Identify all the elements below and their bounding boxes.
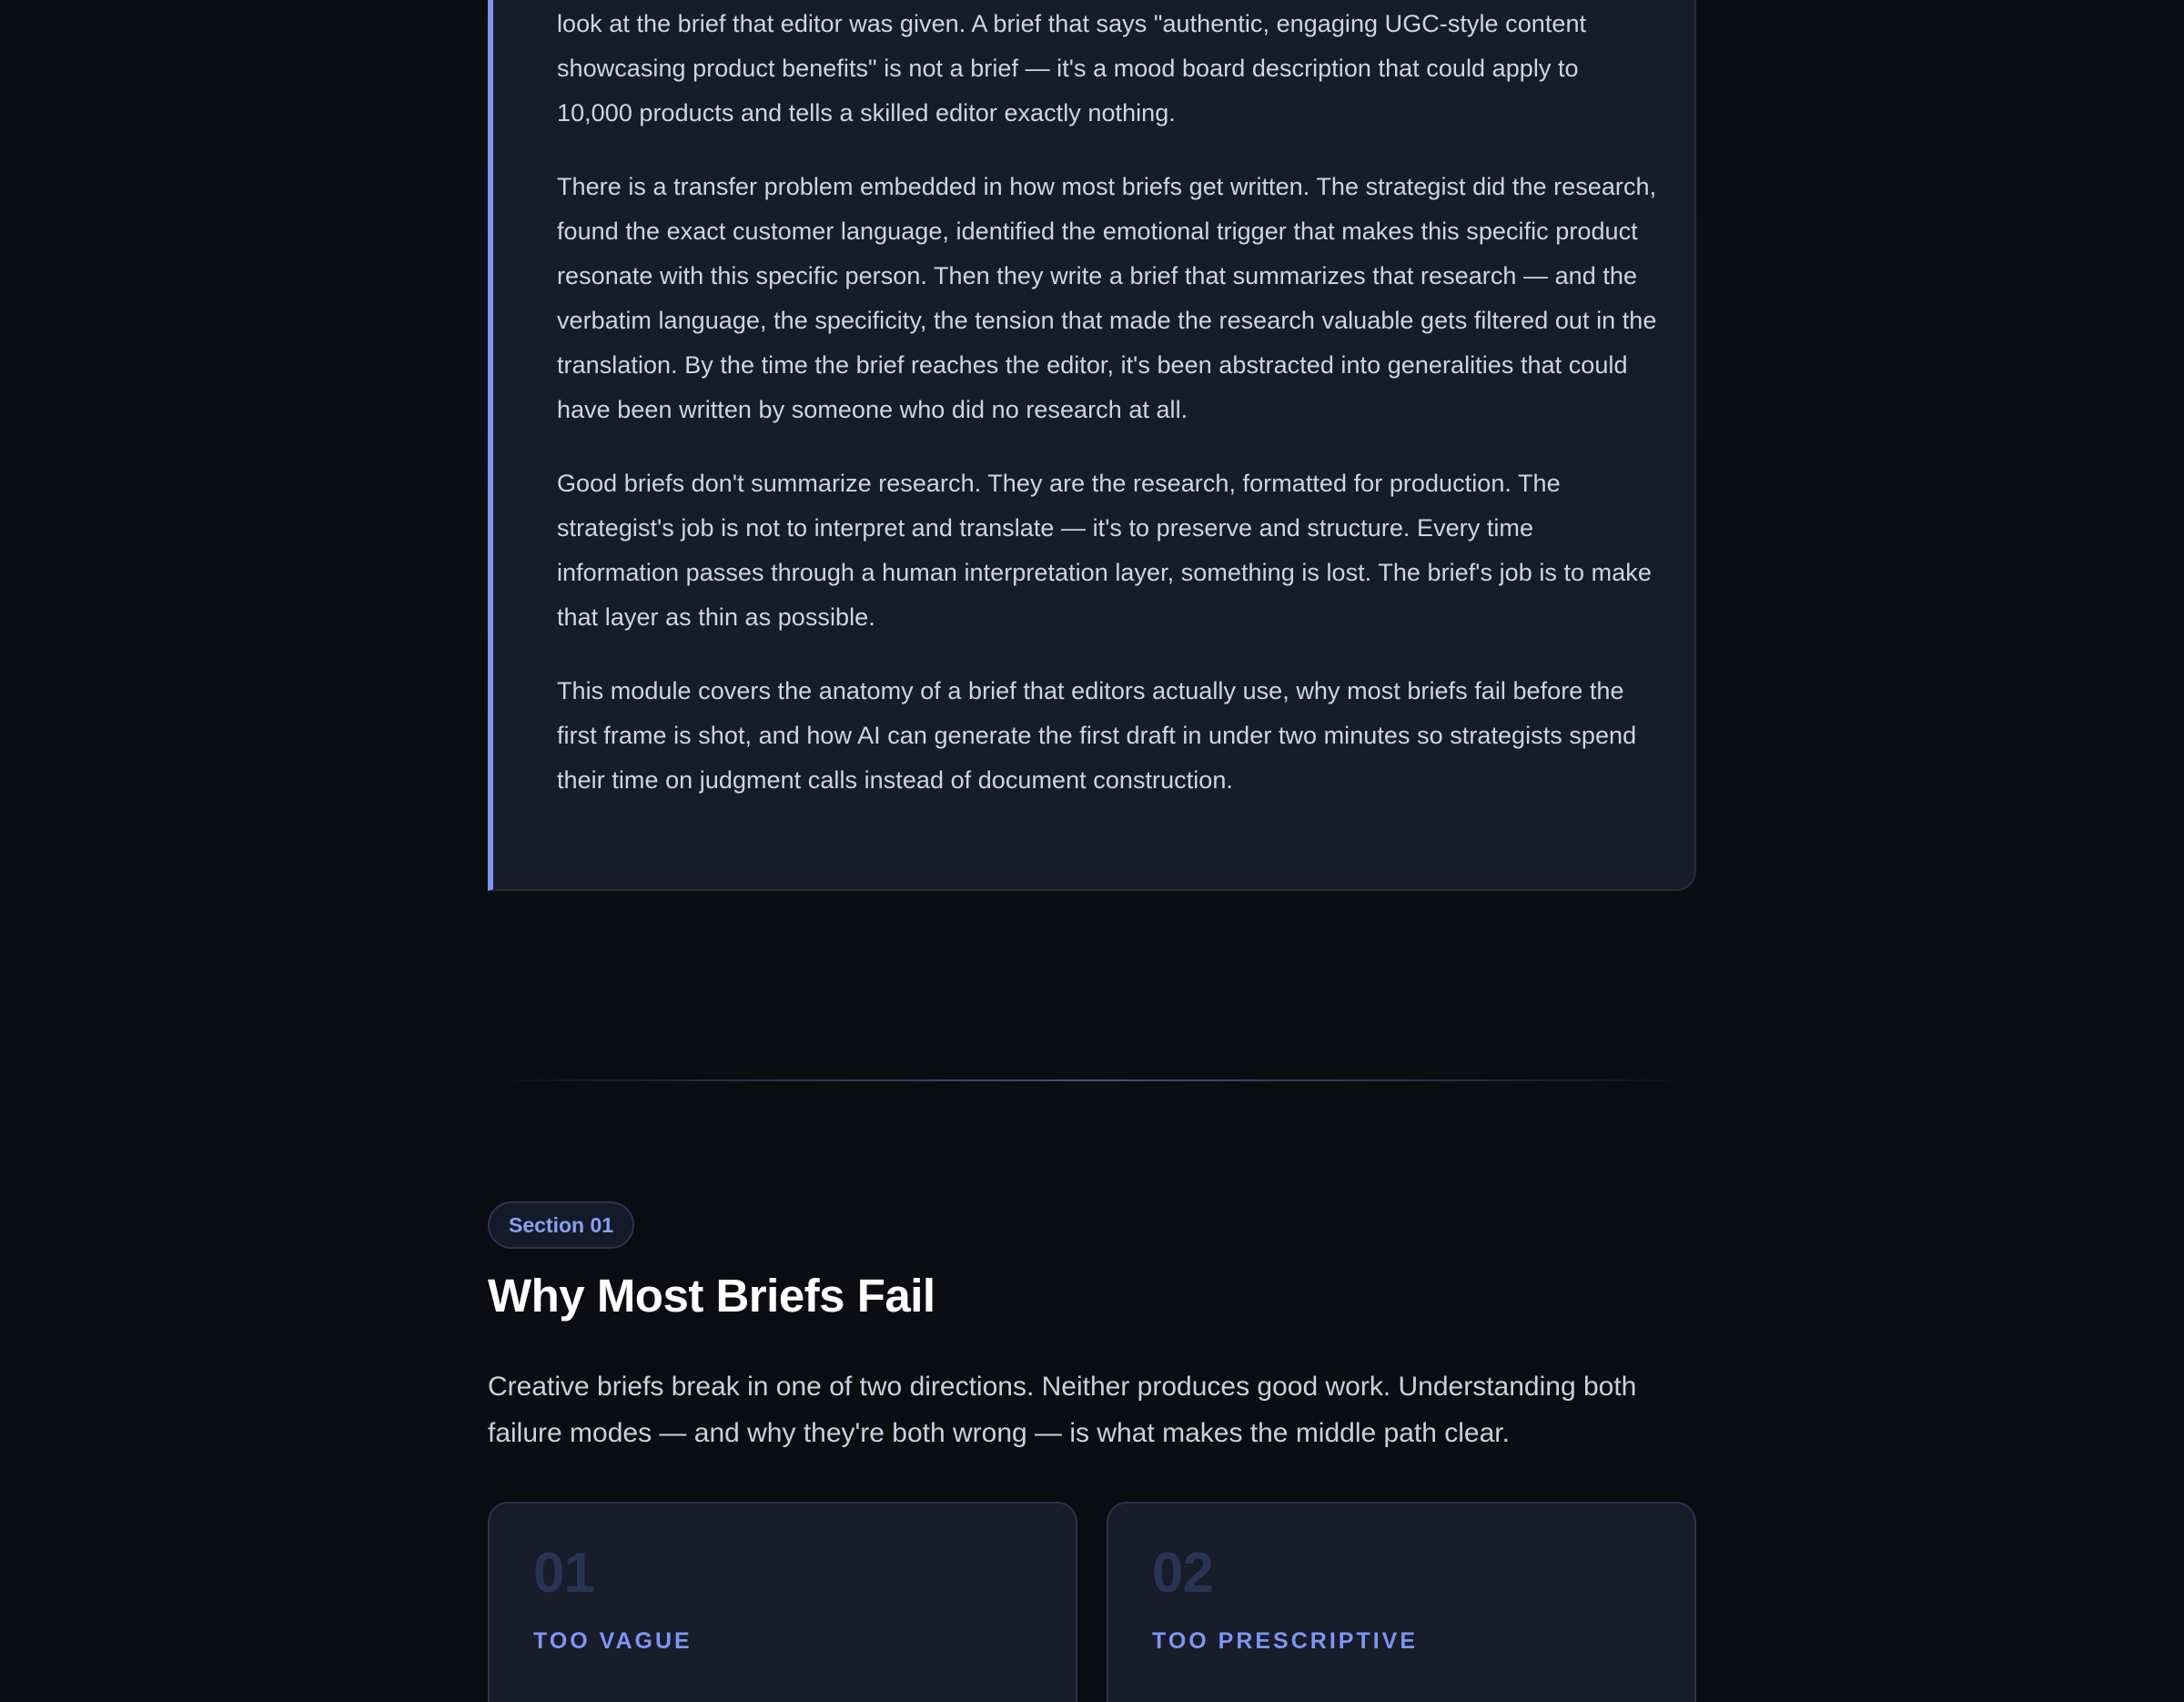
section-badge: Section 01 xyxy=(488,1201,634,1249)
card-number: 02 xyxy=(1152,1542,1213,1605)
card-label: TOO VAGUE xyxy=(533,1628,693,1654)
card-label: TOO PRESCRIPTIVE xyxy=(1152,1628,1419,1654)
card-number: 01 xyxy=(533,1542,594,1605)
intro-paragraph: There is a transfer problem embedded in how most briefs get written. The strategist did the research, found the exact customer language, identified the emotional trigger that makes this specific product resonate with this specific person. Then they write a brief that summarizes that research — and the verbatim language, the specificity, the tension that made the research valuable gets filtered out in the translation. By the time the brief reaches the editor, it's been abstracted into generalities that could have been written by someone who did no research at all. xyxy=(557,173,1657,423)
section-title: Why Most Briefs Fail xyxy=(488,1270,935,1322)
failure-mode-cards xyxy=(488,1502,1696,1702)
intro-paragraph: This module covers the anatomy of a brief that editors actually use, why most briefs fail before the first frame is shot, and how AI can generate the first draft in under two minutes so strategists spend their time on judgment calls instead of document construction. xyxy=(557,677,1637,794)
intro-callout xyxy=(488,0,1696,891)
intro-paragraph: look at the brief that editor was given. A brief that says "authentic, engaging UGC-style content showcasing product benefits" is not a brief — it's a mood board description that could apply to 10,000 products and tells a skilled editor exactly nothing. xyxy=(557,10,1587,127)
section-divider xyxy=(488,1079,1696,1081)
section-intro: Creative briefs break in one of two directions. Neither produces good work. Understanding both failure modes — and why they're both wrong — is what makes the middle path clear. xyxy=(488,1372,1637,1448)
intro-callout-body xyxy=(557,2,1658,803)
failure-card-too-vague xyxy=(488,1502,1077,1702)
intro-paragraph: Good briefs don't summarize research. They are the research, formatted for production. The strategist's job is not to interpret and translate — it's to preserve and structure. Every time information passes through a human interpretation layer, something is lost. The brief's job is to make that layer as thin as possible. xyxy=(557,470,1652,631)
failure-card-too-prescriptive xyxy=(1107,1502,1696,1702)
